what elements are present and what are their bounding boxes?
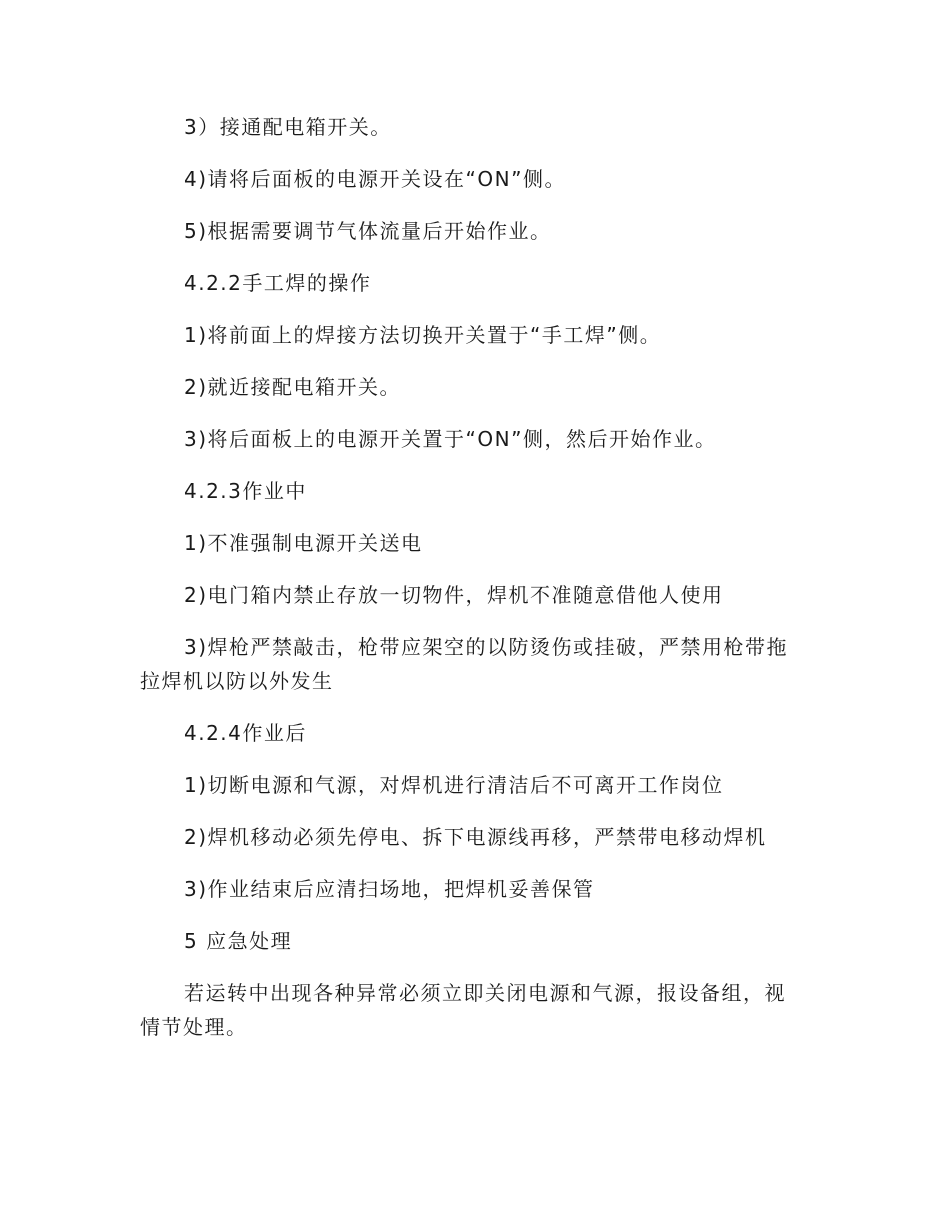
manual-step-power-on: 3)将后面板上的电源开关置于“ON”侧，然后开始作业。 bbox=[184, 427, 717, 451]
during-rule-no-storage: 2)电门箱内禁止存放一切物件，焊机不准随意借他人使用 bbox=[184, 583, 724, 607]
section-heading-manual-welding: 4.2.2手工焊的操作 bbox=[184, 271, 372, 295]
step-adjust-gas-flow: 5)根据需要调节气体流量后开始作业。 bbox=[184, 219, 552, 243]
document-body bbox=[140, 110, 800, 1062]
section-heading-during-work: 4.2.3作业中 bbox=[184, 479, 307, 503]
section-heading-after-work: 4.2.4作业后 bbox=[184, 721, 307, 745]
after-rule-clean-site: 3)作业结束后应清扫场地，把焊机妥善保管 bbox=[184, 877, 595, 901]
section-heading-emergency: 5 应急处理 bbox=[184, 929, 293, 953]
step-connect-distribution-box: 3）接通配电箱开关。 bbox=[184, 115, 392, 139]
during-rule-torch-handling: 3)焊枪严禁敲击，枪带应架空的以防烫伤或挂破，严禁用枪带拖拉焊机以防以外发生 bbox=[140, 635, 789, 693]
after-rule-move-welder: 2)焊机移动必须先停电、拆下电源线再移，严禁带电移动焊机 bbox=[184, 825, 767, 849]
during-rule-no-forced-power: 1)不准强制电源开关送电 bbox=[184, 531, 423, 555]
after-rule-cut-power: 1)切断电源和气源，对焊机进行清洁后不可离开工作岗位 bbox=[184, 773, 724, 797]
emergency-procedure: 若运转中出现各种异常必须立即关闭电源和气源，报设备组，视情节处理。 bbox=[140, 981, 786, 1039]
manual-step-switch-method: 1)将前面上的焊接方法切换开关置于“手工焊”侧。 bbox=[184, 323, 662, 347]
manual-step-connect-box: 2)就近接配电箱开关。 bbox=[184, 375, 402, 399]
step-rear-power-switch-on: 4)请将后面板的电源开关设在“ON”侧。 bbox=[184, 167, 566, 191]
